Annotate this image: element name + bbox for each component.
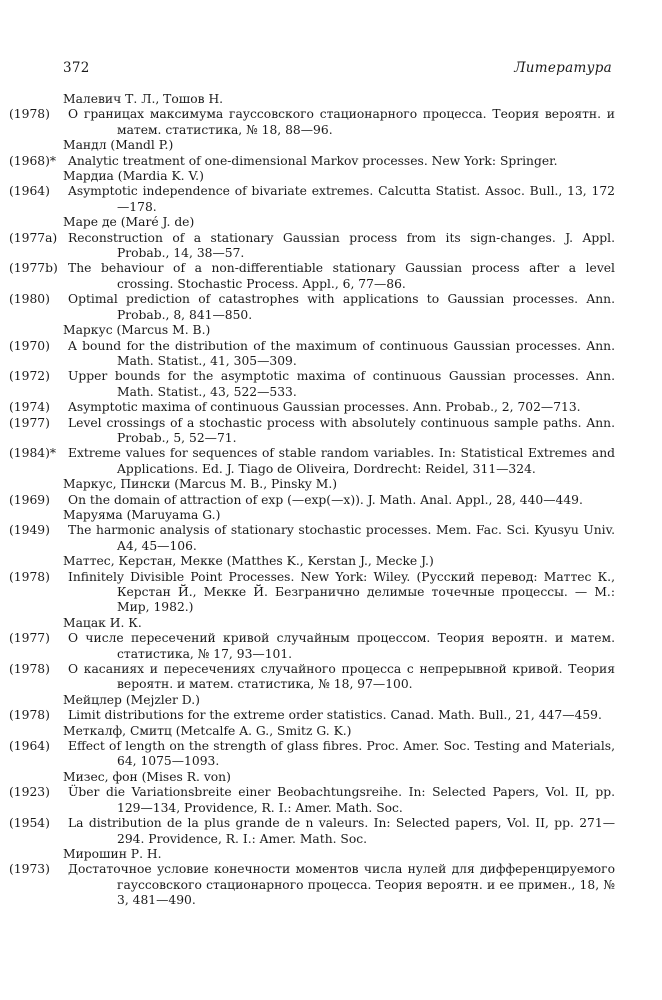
reference-text: Level crossings of a stochastic process with absolutely continuous sample paths. Ann. Probab., 5, 52—71.	[68, 415, 615, 445]
reference-author: Мейцлер (Mejzler D.)	[63, 692, 200, 707]
reference-entry: (1973) Достаточное условие конечности моментов числа нулей для дифференцируемого гауссовского стационарного процесса. Теория вероятн. и ее примен., 18, № 3, 481—490.	[9, 862, 615, 908]
reference-author: Мандл (Mandl P.)	[63, 138, 174, 153]
reference-entry: (1969) On the domain of attraction of exp (—exp(—x)). J. Math. Anal. Appl., 28, 440—449.	[9, 492, 583, 507]
reference-text: О касаниях и пересечениях случайного процесса с непрерывной кривой. Теория вероятн. и матем. статистика, № 18, 97—100.	[68, 662, 615, 692]
reference-entry: (1977) О числе пересечений кривой случайным процессом. Теория вероятн. и матем. статистика, № 17, 93—101.	[9, 631, 615, 661]
reference-entry: (1923) Über die Variationsbreite einer Beobachtungsreihe. In: Selected Papers, Vol. II, pp. 129—134, Providence, R. I.: Amer. Math. Soc.	[9, 785, 615, 815]
reference-entry: (1977) Level crossings of a stochastic process with absolutely continuous sample paths. Ann. Probab., 5, 52—71.	[9, 415, 615, 445]
reference-author: Мардиа (Mardia K. V.)	[63, 169, 204, 184]
reference-entry: (1949) The harmonic analysis of stationary stochastic processes. Mem. Fac. Sci. Kyusyu Univ. A4, 45—106.	[9, 523, 615, 553]
reference-text: Asymptotic maxima of continuous Gaussian processes. Ann. Probab., 2, 702—713.	[68, 400, 581, 415]
reference-text: Limit distributions for the extreme order statistics. Canad. Math. Bull., 21, 447—459.	[68, 708, 602, 723]
reference-text: Upper bounds for the asymptotic maxima of continuous Gaussian processes. Ann. Math. Statist., 43, 522—533.	[68, 369, 615, 399]
reference-entry: (1977a) Reconstruction of a stationary Gaussian process from its sign-changes. J. Appl. Probab., 14, 38—57.	[9, 230, 615, 261]
reference-entry: (1974) Asymptotic maxima of continuous Gaussian processes. Ann. Probab., 2, 702—713.	[9, 400, 581, 415]
reference-text: On the domain of attraction of exp (—exp(—x)). J. Math. Anal. Appl., 28, 440—449.	[68, 492, 583, 507]
reference-text: Optimal prediction of catastrophes with applications to Gaussian processes. Ann. Probab., 8, 841—850.	[68, 292, 615, 322]
reference-text: Asymptotic independence of bivariate extremes. Calcutta Statist. Assoc. Bull., 13, 172—178.	[68, 184, 615, 214]
reference-text: О числе пересечений кривой случайным процессом. Теория вероятн. и матем. статистика, № 17, 93—101.	[68, 631, 615, 661]
reference-text: A bound for the distribution of the maximum of continuous Gaussian processes. Ann. Math. Statist., 41, 305—309.	[68, 338, 615, 368]
reference-entry: (1978) О границах максимума гауссовского стационарного процесса. Теория вероятн. и матем. статистика, № 18, 88—96.	[9, 107, 615, 137]
reference-text: La distribution de la plus grande de n valeurs. In: Selected papers, Vol. II, pp. 271—294. Providence, R. I.: Amer. Math. Soc.	[68, 816, 615, 846]
reference-author: Меткалф, Смитц (Metcalfe A. G., Smitz G. K.)	[63, 723, 352, 738]
reference-text: Effect of length on the strength of glass fibres. Proc. Amer. Soc. Testing and Materials, 64, 1075—1093.	[68, 739, 615, 769]
reference-author: Маттес, Керстан, Мекке (Matthes K., Kerstan J., Mecke J.)	[63, 554, 434, 569]
reference-text: Über die Variationsbreite einer Beobachtungsreihe. In: Selected Papers, Vol. II, pp. 129—134, Providence, R. I.: Amer. Math. Soc.	[68, 785, 615, 815]
reference-author: Мацак И. К.	[63, 615, 142, 630]
reference-entry: (1980) Optimal prediction of catastrophes with applications to Gaussian processes. Ann. Probab., 8, 841—850.	[9, 292, 615, 322]
reference-entry: (1972) Upper bounds for the asymptotic maxima of continuous Gaussian processes. Ann. Math. Statist., 43, 522—533.	[9, 369, 615, 399]
reference-text: Analytic treatment of one-dimensional Markov processes. New York: Springer.	[68, 153, 558, 168]
reference-entry: (1968)* Analytic treatment of one-dimensional Markov processes. New York: Springer.	[9, 153, 558, 168]
reference-text: Достаточное условие конечности моментов числа нулей для дифференцируемого гауссовского стационарного процесса. Теория вероятн. и ее примен., 18, № 3, 481—490.	[68, 862, 615, 908]
running-head: Литература	[514, 60, 612, 76]
reference-list	[9, 92, 615, 909]
reference-entry: (1964) Asymptotic independence of bivariate extremes. Calcutta Statist. Assoc. Bull., 13, 172—178.	[9, 184, 615, 214]
reference-text: Infinitely Divisible Point Processes. New York: Wiley. (Русский перевод: Маттес К., Керстан Й., Мекке Й. Безгранично делимые точечные процессы. — М.: Мир, 1982.)	[68, 569, 615, 615]
reference-entry: (1977b) The behaviour of a non-differentiable stationary Gaussian process after a level crossing. Stochastic Process. Appl., 6, 77—86.	[9, 261, 615, 291]
reference-author: Маруяма (Maruyama G.)	[63, 507, 221, 522]
reference-entry: (1978) Infinitely Divisible Point Processes. New York: Wiley. (Русский перевод: Маттес К., Керстан Й., Мекке Й. Безгранично делимые точечные процессы. — М.: Мир, 1982.)	[9, 569, 615, 615]
reference-entry: (1978) Limit distributions for the extreme order statistics. Canad. Math. Bull., 21, 447—459.	[9, 708, 602, 723]
reference-text: О границах максимума гауссовского стационарного процесса. Теория вероятн. и матем. статистика, № 18, 88—96.	[68, 107, 615, 137]
reference-author: Маркус, Пински (Marcus M. B., Pinsky M.)	[63, 477, 338, 492]
reference-entry: (1964) Effect of length on the strength of glass fibres. Proc. Amer. Soc. Testing and Materials, 64, 1075—1093.	[9, 739, 615, 769]
reference-entry: (1970) A bound for the distribution of the maximum of continuous Gaussian processes. Ann. Math. Statist., 41, 305—309.	[9, 338, 615, 368]
reference-text: The harmonic analysis of stationary stochastic processes. Mem. Fac. Sci. Kyusyu Univ. A4, 45—106.	[68, 523, 615, 553]
page-number: 372	[63, 60, 90, 76]
reference-author: Мирошин Р. Н.	[63, 846, 162, 861]
reference-entry: (1984)* Extreme values for sequences of stable random variables. In: Statistical Extremes and Applications. Ed. J. Tiago de Oliveira, Dordrecht: Reidel, 311—324.	[9, 446, 615, 476]
reference-author: Маркус (Marcus M. B.)	[63, 323, 211, 338]
reference-text: Reconstruction of a stationary Gaussian process from its sign-changes. J. Appl. Probab., 14, 38—57.	[68, 230, 615, 261]
reference-entry: (1954) La distribution de la plus grande de n valeurs. In: Selected papers, Vol. II, pp. 271—294. Providence, R. I.: Amer. Math. Soc.	[9, 816, 615, 846]
reference-text: The behaviour of a non-differentiable stationary Gaussian process after a level crossing. Stochastic Process. Appl., 6, 77—86.	[68, 261, 615, 291]
reference-author: Мизес, фон (Mises R. von)	[63, 769, 231, 784]
reference-entry: (1978) О касаниях и пересечениях случайного процесса с непрерывной кривой. Теория вероятн. и матем. статистика, № 18, 97—100.	[9, 662, 615, 692]
reference-author: Малевич Т. Л., Тошов Н.	[63, 92, 224, 106]
reference-text: Extreme values for sequences of stable random variables. In: Statistical Extremes and Applications. Ed. J. Tiago de Oliveira, Dordrecht: Reidel, 311—324.	[68, 446, 615, 476]
reference-author: Маре де (Maré J. de)	[63, 215, 195, 230]
